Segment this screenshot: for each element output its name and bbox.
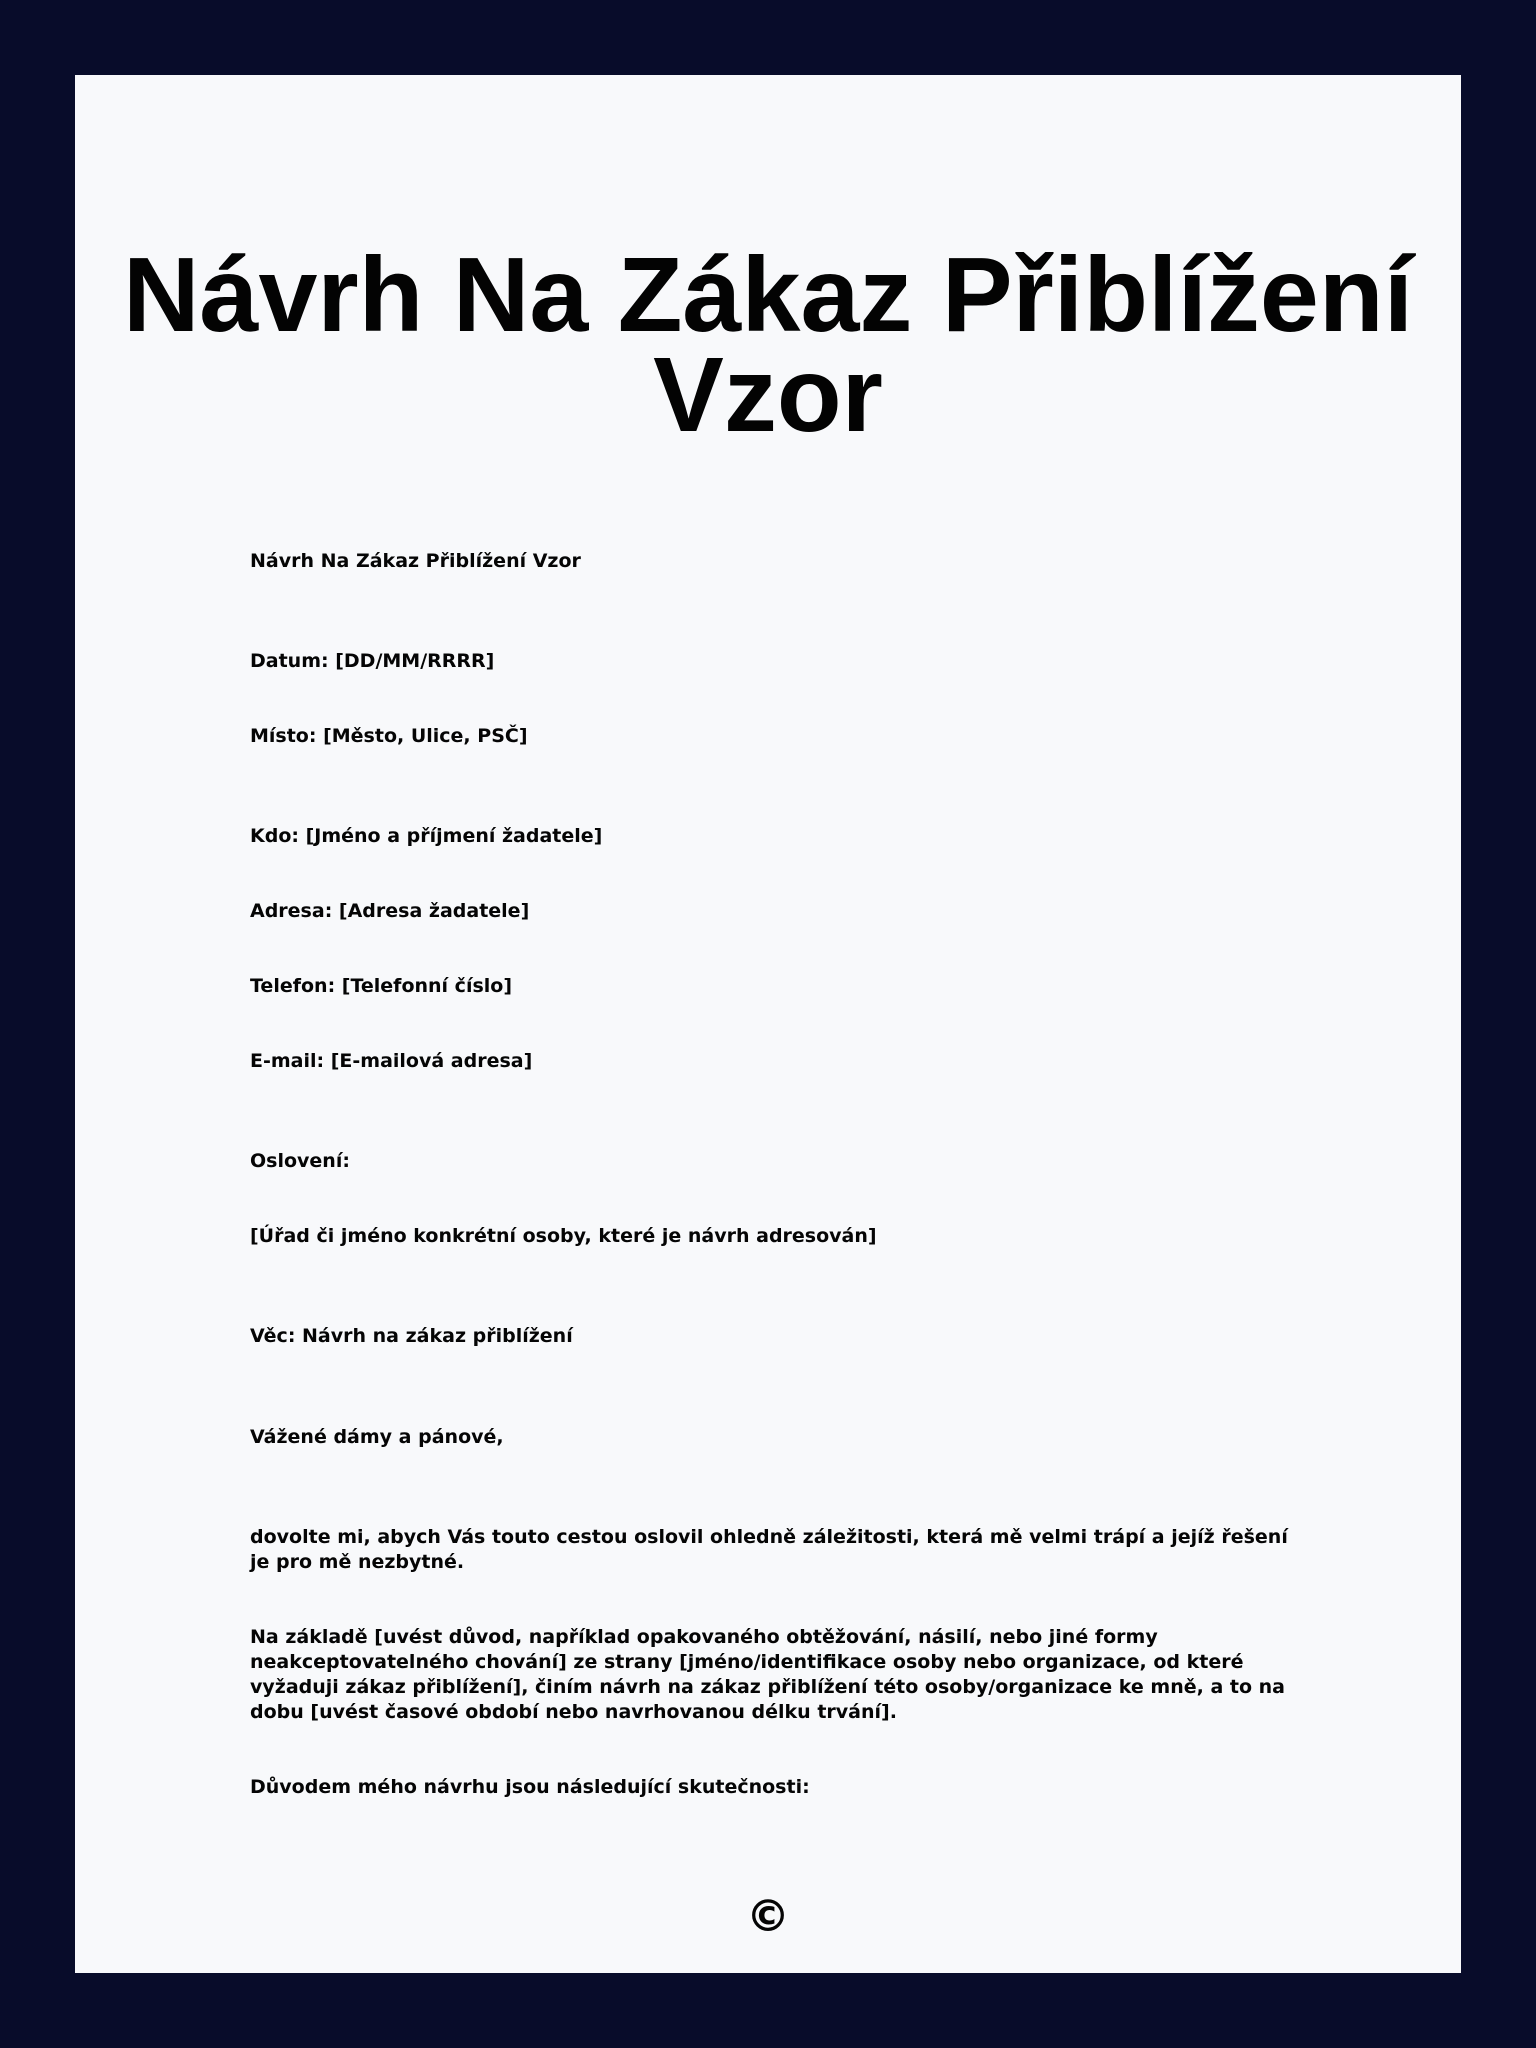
paragraph-intro: dovolte mi, abych Vás touto cestou oslovil ohledně záležitosti, která mě velmi trápí a jejíž řešení je pro mě nezbytné. — [250, 1526, 1288, 1573]
document-page — [75, 75, 1461, 1973]
document-subtitle: Návrh Na Zákaz Přiblížení Vzor — [250, 550, 581, 572]
applicant-email-line: E-mail: [E-mailová adresa] — [250, 1050, 533, 1072]
document-title: Návrh Na Zákaz Přiblížení Vzor — [122, 236, 1414, 454]
place-line: Místo: [Město, Ulice, PSČ] — [250, 725, 528, 747]
applicant-name-line: Kdo: [Jméno a příjmení žadatele] — [250, 825, 603, 847]
reasons-intro: Důvodem mého návrhu jsou následující skutečnosti: — [250, 1776, 810, 1798]
recipient-line: [Úřad či jméno konkrétní osoby, které je návrh adresován] — [250, 1225, 877, 1247]
applicant-address-line: Adresa: [Adresa žadatele] — [250, 900, 530, 922]
date-line: Datum: [DD/MM/RRRR] — [250, 650, 495, 672]
salutation-label: Oslovení: — [250, 1150, 350, 1172]
greeting-line: Vážené dámy a pánové, — [250, 1426, 504, 1448]
subject-line: Věc: Návrh na zákaz přiblížení — [250, 1325, 573, 1347]
paragraph-request: Na základě [uvést důvod, například opakovaného obtěžování, násilí, nebo jiné formy neakceptovatelného chování] ze strany [jméno/identifikace osoby nebo organizace, od které vyžaduji zákaz přiblížení], činím návrh na zákaz přiblížení této osoby/organizace ke mně, a to na dobu [uvést časové období nebo navrhovanou délku trvání]. — [250, 1626, 1285, 1723]
copyright-icon: © — [746, 1891, 790, 1942]
applicant-phone-line: Telefon: [Telefonní číslo] — [250, 975, 513, 997]
